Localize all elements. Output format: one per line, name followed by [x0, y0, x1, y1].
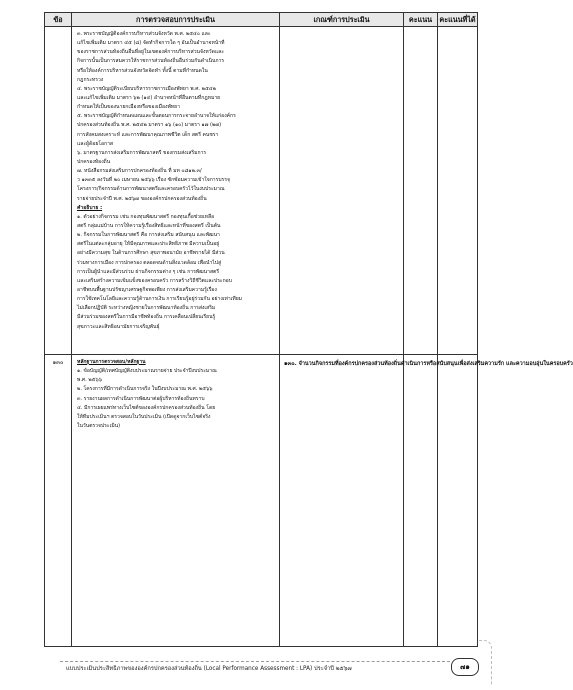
row1-score-got-cell: [438, 27, 478, 355]
text-line: ๔. พระราชบัญญัติระเบียบบริหารราชการเมืองพัทยา พ.ศ. ๒๕๔๒: [77, 85, 216, 92]
text-line: การเป็นผู้นำและมีส่วนร่วม ผ่านกิจกรรมต่าง ๆ เช่น การพัฒนาสตรี: [77, 268, 220, 275]
page-number-badge: ๗๑: [451, 658, 479, 676]
row1-score-cell: [404, 27, 438, 355]
row1-topic-cell: [72, 27, 280, 355]
text-line: โครงการ/กิจกรรมด้านการพัฒนาสตรีและครอบครัวไว้ในงบประมาณ: [77, 186, 225, 193]
text-line: ร่วมทางการเมือง การปกครอง ตลอดจนด้านสิ่งแวดล้อม เพื่อนำไปสู่: [77, 259, 222, 266]
table-row: [45, 27, 478, 355]
text-line: อย่างมีความสุข ในด้านการศึกษา สุขภาพอนามัย อาชีพรายได้ มีส่วน: [77, 250, 225, 257]
row2-criteria-text: [280, 355, 573, 369]
criteria-line: ความอบอุ่นในครอบครัว: [515, 361, 573, 367]
text-line: กำหนดให้เป็นของนายกเมืองหรือของเมืองพัทยา: [77, 104, 180, 111]
text-line: ในวันตรวจประเมิน): [77, 422, 121, 429]
text-line: ๑. ตัวอย่างกิจกรรม เช่น กองทุนพัฒนาสตรี กองทุนเกื้อช่วยเหลือ: [77, 213, 215, 220]
row2-topic-text: [72, 355, 279, 431]
header-no: ข้อ: [45, 13, 72, 27]
text-line: รายจ่ายประจำปี พ.ศ. ๒๕๖๗ ขององค์กรปกครองส่วนท้องถิ่น: [77, 195, 207, 202]
text-line: มีส่วนร่วมของสตรีในการมีอาชีพท้องถิ่น การเคลื่อนเปลี่ยนเรียนรู้: [77, 314, 216, 321]
text-line: ๖. มาตรฐานการส่งเสริมการพัฒนาสตรี ของกรมส่งเสริมการ: [77, 149, 207, 156]
row1-number-cell: [45, 27, 72, 355]
table-row: [45, 355, 478, 647]
text-line: ไม่เลือกปฏิบัติ ระหว่างหญิงชายในการพัฒนาท้องถิ่น การส่งเสริม: [77, 305, 216, 312]
header-criteria: เกณฑ์การประเมิน: [280, 13, 404, 27]
text-line: แก้ไขเพิ่มเติม มาตรา ๔๕ (๘) จัดทำกิจการใด ๆ อันเป็นอำนาจหน้าที่: [77, 40, 225, 47]
text-line: สตรี กลุ่มแม่บ้าน การให้ความรู้เรื่องสิทธิและหน้าที่ของสตรี เป็นต้น: [77, 222, 221, 229]
row1-criteria-cell: [280, 27, 404, 355]
assessment-table: [44, 12, 573, 647]
text-line: ๒. กิจกรรมในการพัฒนาสตรี คือ การส่งเสริม สนับสนุน และพัฒนา: [77, 232, 220, 239]
text-line: สตรีในแต่ละกลุ่มอายุ ให้มีคุณภาพและประสิทธิภาพ มีความเป็นอยู่: [77, 241, 220, 248]
criteria-line: ปกครองส่วนท้องถิ่นดำเนินการหรือ: [354, 361, 437, 367]
row2-score-got-cell: [438, 355, 478, 647]
text-line: กิจการนั้นเป็นการสมควรให้ราชการส่วนท้องถิ่นอื่นร่วมกันดำเนินการ: [77, 58, 225, 65]
row1-topic-text: [72, 27, 279, 332]
text-line: หรือให้องค์การบริหารส่วนจังหวัดจัดทำ ทั้งนี้ ตามที่กำหนดใน: [77, 67, 208, 74]
row2-number: ๑๓๐: [45, 355, 72, 647]
row2-score-cell: [404, 355, 438, 647]
header-topic: การตรวจสอบการประเมิน: [72, 13, 280, 27]
text-line: และแก้ไขเพิ่มเติม มาตรา ๖๒ (๑๔) อำนาจหน้าที่อื่นตามที่กฎหมาย: [77, 94, 221, 101]
text-line: ๗. หนังสือกรมส่งเสริมการปกครองท้องถิ่น ที่ มท ๐๘๑๒.๓/: [77, 168, 202, 175]
criteria-line: สนับสนุนเพื่อส่งเสริมความรัก และ: [436, 361, 516, 367]
row2-topic-cell: [72, 355, 280, 647]
row2-criteria-cell: [280, 355, 573, 647]
text-line: และเสริมสร้างความเข้มแข็งของครอบครัว การสร้างวิถีชีวิตและประกอบ: [77, 277, 232, 284]
text-line: ๑. ข้อบัญญัติ/เทศบัญญัติงบประมาณรายจ่าย ประจำปีงบประมาณ: [77, 368, 217, 375]
text-line: ๕. พระราชบัญญัติกำหนดแผนและขั้นตอนการกระจายอำนาจให้แก่องค์กร: [77, 113, 236, 120]
assessment-table-sheet: [44, 12, 573, 645]
criteria-line: ๑๓๐. จำนวนกิจกรรมที่องค์กร: [284, 361, 355, 367]
text-line: สุขภาวะและสิทธิอนามัยการเจริญพันธุ์: [77, 323, 160, 330]
text-line: ปกครองท้องถิ่น: [77, 158, 111, 165]
text-line: ว ๑๓๓๕ ลงวันที่ ๒๐ เมษายน ๒๕๖๖ เรื่อง ซักซ้อมความเข้าใจการบรรจุ: [77, 177, 230, 184]
text-line: ของราชการส่วนท้องถิ่นอื่นที่อยู่ในเขตองค์การบริหารส่วนจังหวัดและ: [77, 49, 224, 56]
page-edge-decoration: [479, 640, 492, 685]
header-score: คะแนน: [404, 13, 438, 27]
text-line: คำอธิบาย :: [77, 204, 103, 211]
text-line: ๓. พระราชบัญญัติองค์การบริหารส่วนจังหวัด พ.ศ. ๒๕๔๐ และ: [77, 31, 211, 37]
text-line: ๓. รายงานผลการดำเนินการพัฒนาต่อผู้บริหารท้องถิ่นทราบ: [77, 395, 205, 402]
text-line: ๒. โครงการที่มีการดำเนินการจริง ในปีงบประมาณ พ.ศ. ๒๕๖๖: [77, 386, 213, 393]
text-line: ให้ทีมประเมินฯ ตรวจสอบในวันประเมิน (เปิดดูจากเว็บไซต์จริง: [77, 413, 211, 420]
text-line: ปกครองส่วนท้องถิ่น พ.ศ. ๒๕๔๒ มาตรา ๑๖ (๑๐) มาตรา ๑๗ (๒๗): [77, 122, 222, 129]
text-line: การใช้เทคโนโลยีและความรู้ด้านการเงิน การเรียนรู้อยู่ร่วมกัน อย่างเท่าเทียม: [77, 296, 243, 303]
footer-text: แบบประเมินประสิทธิภาพขององค์กรปกครองส่วนท้องถิ่น (Local Performance Assessment : LPA) ประจำปี ๒๕๖๗: [66, 666, 352, 672]
text-line: และผู้ด้อยโอกาส: [77, 140, 113, 147]
text-line: หลักฐานการตรวจสอบ/หลักฐาน: [77, 359, 146, 365]
text-line: ๔. มีการเผยแพร่ทางเว็บไซต์ขององค์กรปกครองส่วนท้องถิ่น โดย: [77, 404, 216, 411]
text-line: กฎกระทรวง: [77, 76, 104, 83]
text-line: การสังคมสงเคราะห์ และการพัฒนาคุณภาพชีวิต เด็ก สตรี คนชรา: [77, 131, 219, 138]
header-score-got: คะแนนที่ได้: [438, 13, 478, 27]
text-line: พ.ศ. ๒๕๖๖: [77, 377, 102, 384]
page-footer: [60, 658, 470, 680]
footer-divider: [60, 661, 450, 662]
text-line: อาชีพบนพื้นฐานปรัชญาเศรษฐกิจพอเพียง การส่งเสริมความรู้เรื่อง: [77, 286, 217, 293]
table-header-row: [45, 13, 478, 27]
